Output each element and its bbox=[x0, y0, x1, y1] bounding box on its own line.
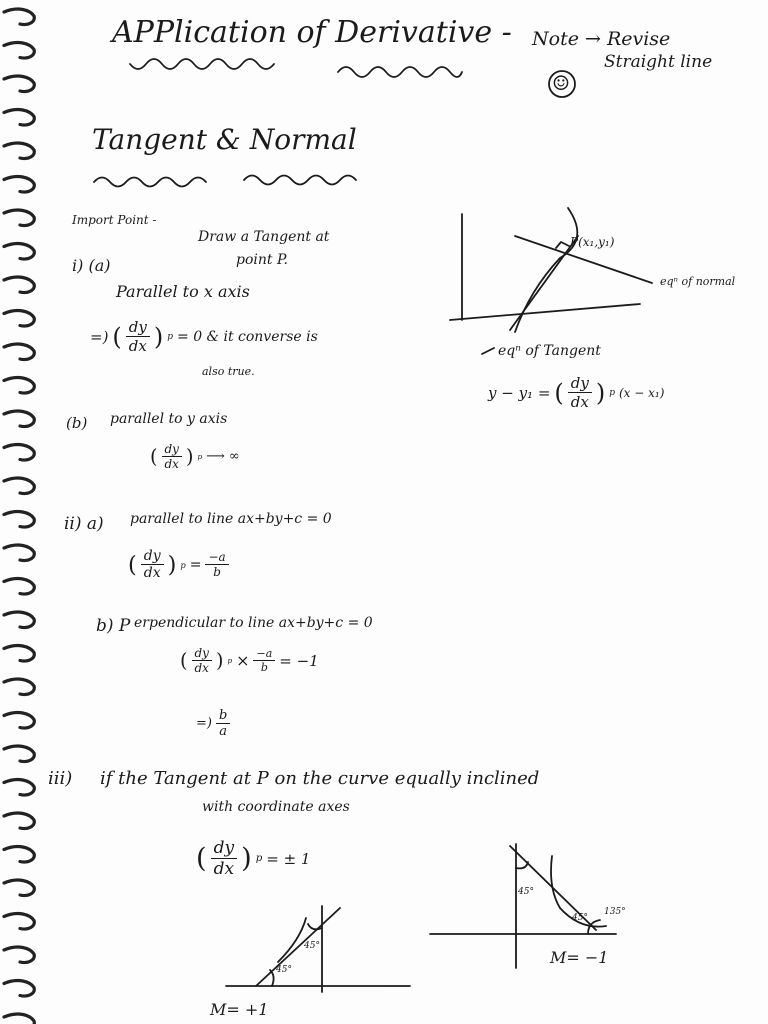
equation-rhs: = 0 & it converse is bbox=[177, 328, 318, 345]
draw-instruction-line-2: point P. bbox=[236, 252, 288, 268]
diagram1-tangent bbox=[510, 236, 578, 330]
spiral-ring bbox=[4, 478, 34, 493]
derivative-fraction: $\frac{dy}{dx}$ bbox=[162, 442, 182, 471]
diagram3-angle-arc-2 bbox=[588, 920, 600, 934]
subtitle-underline-2 bbox=[244, 176, 356, 185]
draw-instruction-line-1: Draw a Tangent at bbox=[198, 229, 330, 245]
spiral-ring bbox=[4, 612, 34, 627]
spiral-ring bbox=[4, 311, 34, 326]
spiral-ring bbox=[4, 378, 34, 393]
spiral-ring bbox=[4, 143, 34, 158]
result-fraction: $\frac{b}{a}$ bbox=[216, 708, 230, 739]
spiral-ring bbox=[4, 746, 34, 761]
diagram1-normal-label: eqⁿ of normal bbox=[660, 275, 736, 288]
spiral-binding bbox=[0, 0, 48, 1024]
spiral-ring bbox=[4, 545, 34, 560]
derivative-fraction: $\frac{dy}{dx}$ bbox=[211, 838, 238, 879]
spiral-ring bbox=[4, 76, 34, 91]
equation-i-b: ( $\frac{dy}{dx}$ ) p ⟶ ∞ bbox=[150, 442, 240, 471]
subtitle-underline-1 bbox=[94, 178, 206, 187]
diagram3-angle-1: 45° bbox=[518, 887, 534, 897]
spiral-ring bbox=[4, 981, 34, 996]
tangent-equation: y − y₁ = ( $\frac{dy}{dx}$ ) p (x − x₁) bbox=[488, 374, 665, 411]
equation-i-a: =) ( $\frac{dy}{dx}$ ) p = 0 & it converse is bbox=[90, 318, 318, 355]
diagram3-slope: M= −1 bbox=[550, 948, 609, 967]
section-label: Import Point - bbox=[72, 213, 157, 227]
spiral-ring bbox=[4, 713, 34, 728]
diagram2-angle-arc-2 bbox=[308, 924, 322, 929]
diagram3-angle-2: 45° bbox=[572, 913, 588, 923]
equation-rhs: = ± 1 bbox=[266, 849, 311, 868]
spiral-ring bbox=[4, 110, 34, 125]
spiral-ring bbox=[4, 579, 34, 594]
item-i-b-label: (b) bbox=[66, 414, 88, 432]
item-ii-a-label: ii) a) bbox=[64, 514, 104, 534]
spiral-ring bbox=[4, 445, 34, 460]
item-i-a-label: i) (a) bbox=[72, 256, 111, 275]
equation-i-a-cont: also true. bbox=[202, 365, 255, 378]
item-i-b-text: parallel to y axis bbox=[110, 411, 228, 427]
diagram3-angle-3: 135° bbox=[604, 907, 626, 917]
page-title: APPlication of Derivative - bbox=[112, 15, 512, 50]
title-underline-1 bbox=[130, 59, 274, 69]
spiral-ring bbox=[4, 813, 34, 828]
diagram1-point-label: P(x₁,y₁) bbox=[570, 235, 615, 249]
spiral-ring bbox=[4, 244, 34, 259]
diagram2-slope: M= +1 bbox=[210, 1000, 269, 1019]
diagram3-angle-arc-1 bbox=[516, 862, 528, 868]
item-i-a-text: Parallel to x axis bbox=[116, 282, 250, 301]
spiral-ring bbox=[4, 646, 34, 661]
equation-ii-b-result: =) $\frac{b}{a}$ bbox=[196, 708, 230, 739]
diagram2-tangent bbox=[256, 908, 340, 986]
section-heading: Tangent & Normal bbox=[92, 123, 357, 156]
item-ii-b-label: b) P bbox=[96, 616, 131, 636]
derivative-fraction: $\frac{dy}{dx}$ bbox=[126, 318, 150, 355]
spiral-ring bbox=[4, 43, 34, 58]
item-iii-label: iii) bbox=[48, 768, 73, 789]
diagram1-right-angle bbox=[556, 242, 569, 248]
spiral-ring bbox=[4, 847, 34, 862]
title-underline-2 bbox=[338, 67, 462, 77]
spiral-ring bbox=[4, 344, 34, 359]
derivative-fraction: $\frac{dy}{dx}$ bbox=[568, 374, 592, 411]
spiral-ring bbox=[4, 880, 34, 895]
slope-fraction: $\frac{-a}{b}$ bbox=[205, 550, 228, 579]
diagram2-curve bbox=[278, 918, 306, 962]
diagram1-curve bbox=[515, 208, 577, 332]
spiral-ring bbox=[4, 914, 34, 929]
spiral-ring bbox=[4, 411, 34, 426]
spiral-ring bbox=[4, 679, 34, 694]
derivative-fraction: $\frac{dy}{dx}$ bbox=[192, 646, 212, 675]
item-ii-b-text: erpendicular to line ax+by+c = 0 bbox=[134, 615, 373, 631]
note-line-2: Straight line bbox=[604, 52, 713, 72]
spiral-ring bbox=[4, 277, 34, 292]
diagram2-angle-arc-1 bbox=[270, 970, 274, 986]
smiley-icon: ☺ bbox=[552, 71, 570, 95]
note-line-1: Note → Revise bbox=[532, 28, 671, 50]
spiral-ring bbox=[4, 9, 34, 24]
spiral-ring bbox=[4, 947, 34, 962]
diagram2-angle-1: 45° bbox=[276, 965, 292, 975]
spiral-ring bbox=[4, 177, 34, 192]
diagram2-angle-2: 45° bbox=[304, 941, 320, 951]
implies-arrow: =) bbox=[90, 327, 109, 346]
diagram1-tangent-label: eqⁿ of Tangent bbox=[498, 343, 601, 359]
item-ii-a-text: parallel to line ax+by+c = 0 bbox=[130, 511, 332, 527]
item-iii-text-2: with coordinate axes bbox=[202, 799, 350, 815]
derivative-fraction: $\frac{dy}{dx}$ bbox=[141, 548, 164, 581]
item-iii-text: if the Tangent at P on the curve equally inclined bbox=[100, 768, 540, 789]
equation-ii-b: ( $\frac{dy}{dx}$ ) p × $\frac{-a}{b}$ = −1 bbox=[180, 646, 319, 675]
spiral-ring bbox=[4, 512, 34, 527]
equation-rhs: = −1 bbox=[279, 651, 319, 670]
spiral-ring bbox=[4, 780, 34, 795]
spiral-ring bbox=[4, 210, 34, 225]
diagram1-tangent-pointer bbox=[482, 348, 494, 354]
equation-iii: ( $\frac{dy}{dx}$ ) p = ± 1 bbox=[196, 838, 311, 879]
equation-ii-a: ( $\frac{dy}{dx}$ ) p = $\frac{-a}{b}$ bbox=[128, 548, 229, 581]
diagram1-x-axis bbox=[450, 304, 640, 320]
slope-fraction: $\frac{-a}{b}$ bbox=[253, 647, 275, 674]
equation-rhs: ⟶ ∞ bbox=[206, 449, 240, 464]
spiral-ring bbox=[4, 1014, 34, 1024]
